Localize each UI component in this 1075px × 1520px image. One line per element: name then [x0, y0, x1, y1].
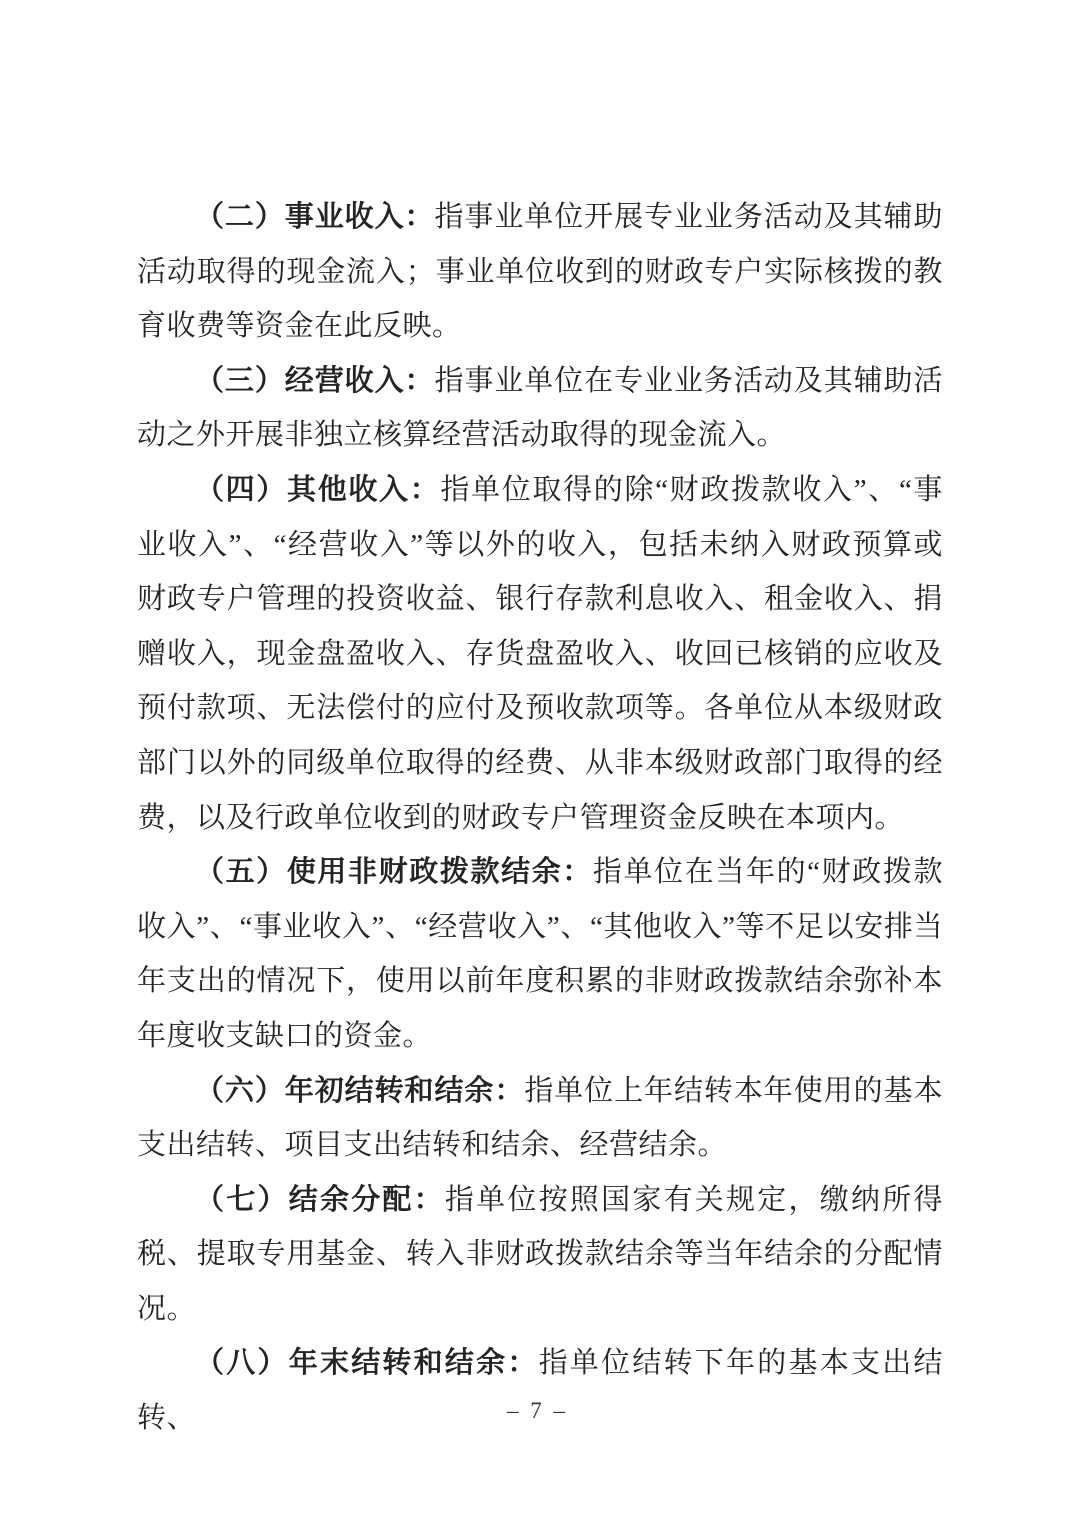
paragraph-body: 指单位取得的除“财政拨款收入”、“事业收入”、“经营收入”等以外的收入，包括未纳入财政预算或财政专户管理的投资收益、银行存款利息收入、租金收入、捐赠收入，现金盘盈收入、存货盘盈收入、收回已核销的应收及预付款项、无法偿付的应付及预收款项等。各单位从本级财政部门以外的同级单位取得的经费、从非本级财政部门取得的经费，以及行政单位收到的财政专户管理资金反映在本项内。	[137, 473, 943, 834]
paragraph-body: 指事业单位开展专业业务活动及其辅助活动取得的现金流入；事业单位收到的财政专户实际核拨的教育收费等资金在此反映。	[137, 201, 943, 343]
paragraph	[137, 1336, 943, 1445]
paragraph	[137, 845, 943, 1063]
paragraph-body: 指事业单位在专业业务活动及其辅助活动之外开展非独立核算经营活动取得的现金流入。	[137, 364, 943, 452]
paragraph	[137, 1173, 943, 1337]
paragraph-body: 指单位在当年的“财政拨款收入”、“事业收入”、“经营收入”、“其他收入”等不足以安排当年支出的情况下，使用以前年度积累的非财政拨款结余弥补本年度收支缺口的资金。	[137, 856, 943, 1052]
paragraph-head: （八）年末结转和结余：	[195, 1347, 539, 1380]
paragraph-body: 指单位按照国家有关规定，缴纳所得税、提取专用基金、转入非财政拨款结余等当年结余的分配情况。	[137, 1183, 943, 1325]
paragraph-body: 指单位结转下年的基本支出结转、	[137, 1347, 943, 1435]
paragraph-head: （六）年初结转和结余：	[195, 1074, 525, 1107]
document-body-text	[137, 190, 943, 1446]
paragraph-head: （七）结余分配：	[195, 1183, 445, 1216]
paragraph-head: （三）经营收入：	[195, 364, 435, 397]
page-number: – 7 –	[507, 1398, 568, 1423]
paragraph-head: （五）使用非财政拨款结余：	[195, 856, 593, 889]
paragraph-head: （二）事业收入：	[195, 201, 435, 233]
paragraph	[137, 463, 943, 845]
paragraph	[137, 1064, 943, 1173]
paragraph	[137, 190, 943, 354]
paragraph	[137, 354, 943, 463]
paragraph-body: 指单位上年结转本年使用的基本支出结转、项目支出结转和结余、经营结余。	[137, 1074, 943, 1162]
paragraph-head: （四）其他收入：	[195, 473, 441, 506]
